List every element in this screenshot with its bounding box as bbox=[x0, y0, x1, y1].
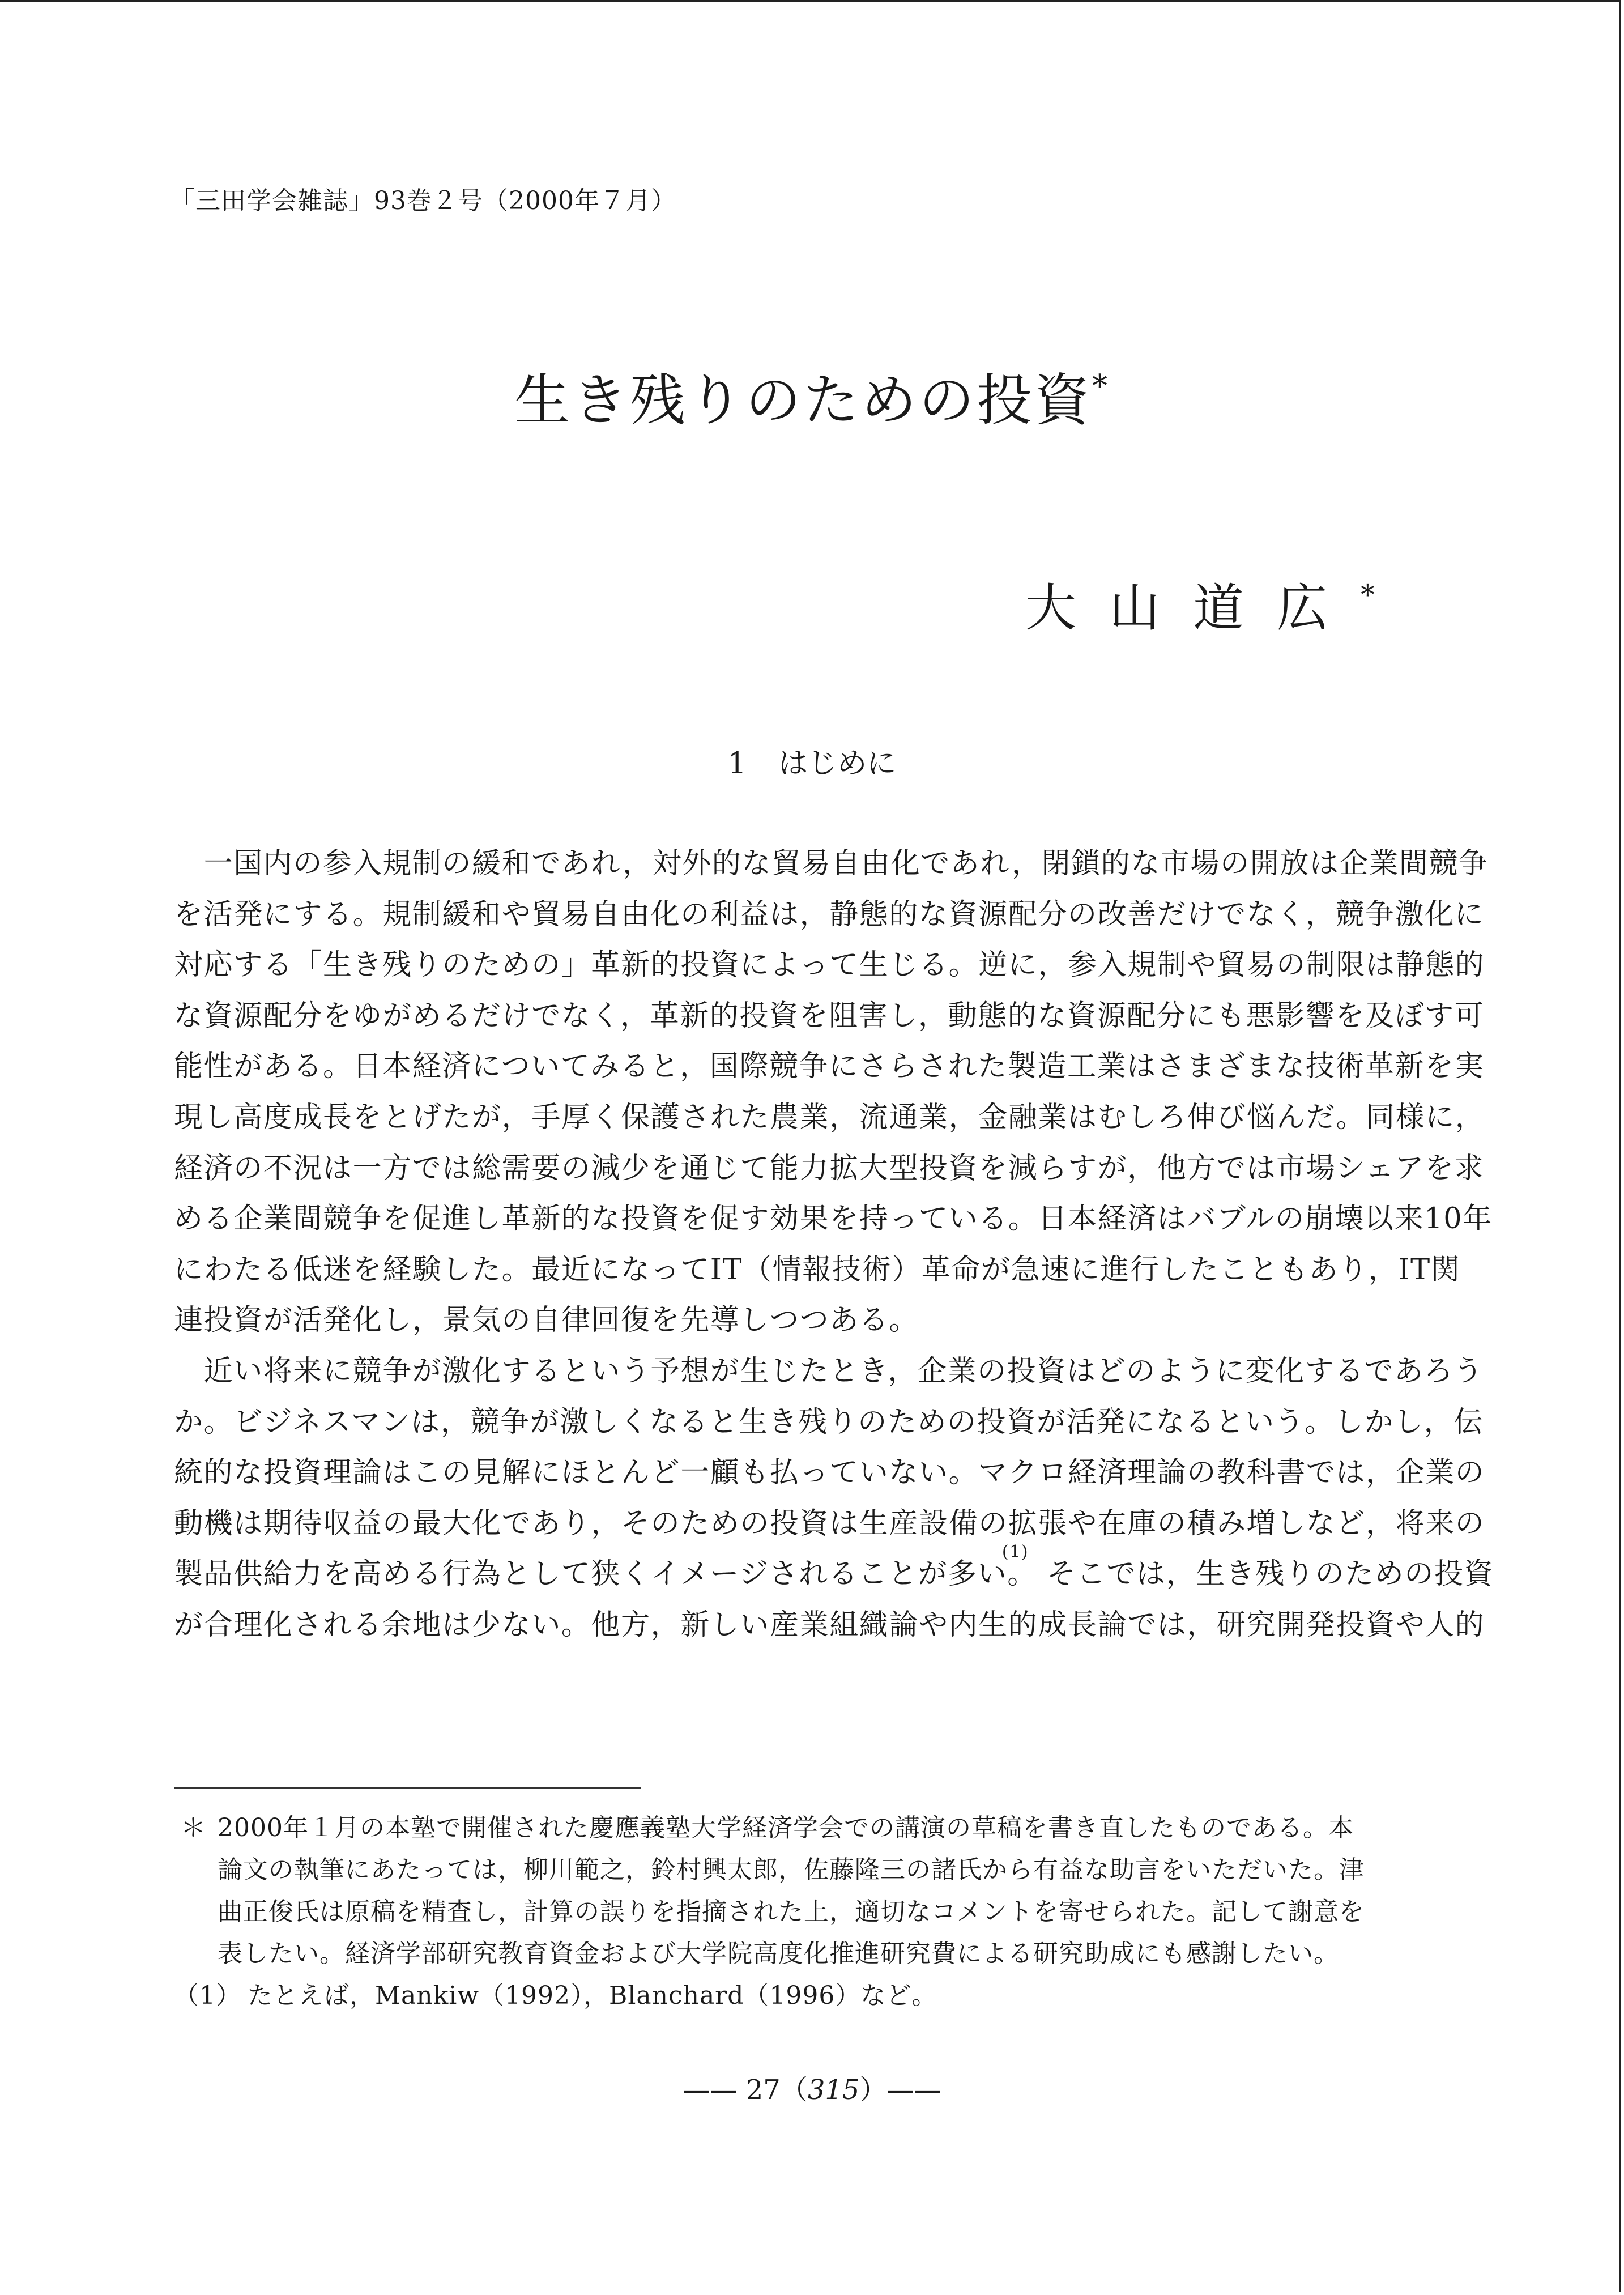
body-line: 動機は期待収益の最大化であり，そのための投資は生産設備の拡張や在庫の積み増しなど，将来の bbox=[174, 1506, 1485, 1540]
footnote-star-text: 2000年１月の本塾で開催された慶應義塾大学経済学会での講演の草稿を書き直したものである。本 bbox=[218, 1813, 1354, 1842]
body-line: を活発にする。規制緩和や貿易自由化の利益は，静態的な資源配分の改善だけでなく，競争激化に bbox=[174, 897, 1485, 931]
body-line: 現し高度成長をとげたが，手厚く保護された農業，流通業，金融業はむしろ伸び悩んだ。同様に， bbox=[174, 1100, 1485, 1134]
footnote-ref-1[interactable]: (1) bbox=[1001, 1542, 1029, 1562]
body-line: な資源配分をゆがめるだけでなく，革新的投資を阻害し，動態的な資源配分にも悪影響を及ぼす可 bbox=[174, 999, 1485, 1033]
section-title: はじめに bbox=[778, 747, 897, 781]
title-text: 生き残りのための投資 bbox=[514, 368, 1093, 433]
body-line: か。ビジネスマンは，競争が激しくなると生き残りのための投資が活発になるという。しかし，伝 bbox=[174, 1405, 1484, 1439]
title-footnote-mark: * bbox=[1092, 368, 1110, 404]
page-number bbox=[0, 2068, 1624, 2107]
body-line: 連投資が活発化し，景気の自律回復を先導しつつある。 bbox=[174, 1304, 919, 1338]
body-line: 経済の不況は一方では総需要の減少を通じて能力拡大型投資を減らすが，他方では市場シェアを求 bbox=[174, 1151, 1485, 1185]
footnote-star-line: 表したい。経済学部研究教育資金および大学院高度化推進研究費による研究助成にも感謝したい。 bbox=[218, 1939, 1339, 1968]
footnote-1-text: たとえば，Mankiw（1992），Blanchard（1996）など。 bbox=[248, 1981, 937, 2010]
paper-title bbox=[0, 356, 1624, 436]
body-line-with-footnote bbox=[174, 1542, 1494, 1600]
footnote-divider bbox=[174, 1787, 641, 1789]
body-line: が合理化される余地は少ない。他方，新しい産業組織論や内生的成長論では，研究開発投資や人的 bbox=[174, 1608, 1485, 1642]
page-number-prefix: —— 27（ bbox=[683, 2074, 808, 2106]
body-line-after: そこでは，生き残りのための投資 bbox=[1047, 1557, 1494, 1591]
section-heading bbox=[0, 739, 1624, 782]
body-line-before: 製品供給力を高める行為として狭くイメージされることが多い。 bbox=[174, 1557, 1037, 1591]
footnote-star-line: 論文の執筆にあたっては，柳川範之，鈴村興太郎，佐藤隆三の諸氏から有益な助言をいただいた。津 bbox=[218, 1855, 1365, 1884]
journal-citation: 「三田学会雑誌」93巻２号（2000年７月） bbox=[170, 186, 676, 215]
author-footnote-mark: * bbox=[1361, 578, 1408, 611]
body-line: 能性がある。日本経済についてみると，国際競争にさらされた製造工業はさまざまな技術革新を実 bbox=[174, 1050, 1485, 1084]
body-line: 一国内の参入規制の緩和であれ，対外的な貿易自由化であれ，閉鎖的な市場の開放は企業間競争 bbox=[174, 847, 1489, 880]
body-line: にわたる低迷を経験した。最近になってIT（情報技術）革命が急速に進行したこともあり，IT関 bbox=[174, 1253, 1461, 1287]
body-text bbox=[174, 838, 1494, 1651]
page-number-inner: 315 bbox=[807, 2074, 860, 2106]
footnote-star-symbol: ＊ bbox=[181, 1813, 206, 1842]
body-line: 対応する「生き残りのための」革新的投資によって生じる。逆に，参入規制や貿易の制限は静態的 bbox=[174, 948, 1485, 982]
footnotes bbox=[174, 1807, 1420, 2017]
body-line: める企業間競争を促進し革新的な投資を促す効果を持っている。日本経済はバブルの崩壊以来10年 bbox=[174, 1202, 1493, 1236]
author-name bbox=[1025, 567, 1408, 640]
footnote-star-line bbox=[174, 1807, 1420, 1849]
body-line: 近い将来に競争が激化するという予想が生じたとき，企業の投資はどのように変化するであろう bbox=[174, 1354, 1484, 1388]
footnote-1 bbox=[174, 1975, 1420, 2017]
body-line: 統的な投資理論はこの見解にほとんど一顧も払っていない。マクロ経済理論の教科書では，企業の bbox=[174, 1456, 1485, 1490]
page-number-suffix: ）—— bbox=[859, 2074, 941, 2106]
author-text: 大山道広 bbox=[1025, 578, 1361, 638]
footnote-star-line: 曲正俊氏は原稿を精査し，計算の誤りを指摘された上，適切なコメントを寄せられた。記して謝意を bbox=[218, 1897, 1365, 1926]
section-number: 1 bbox=[727, 747, 747, 781]
footnote-1-number: （1） bbox=[174, 1981, 241, 2010]
